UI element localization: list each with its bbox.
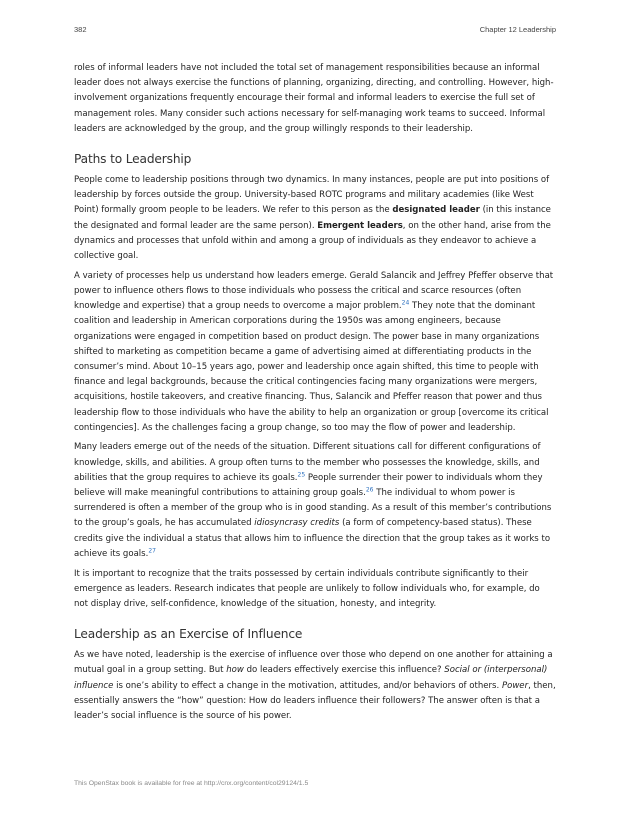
term-designated-leader: designated leader <box>392 205 480 216</box>
page-number: 382 <box>74 25 87 34</box>
text-run: They note that the dominant coalition and leadership in American corporations during the 1950s was among engineers, because organizations were engaged in competition based on product design. The power base in many organizations shifted to marketing as competition became a game of advertising aimed at differentiating products in the consumer’s mind. About 10–15 years ago, power and leadership once again shifted, this time to people with finance and legal backgrounds, because the critical contingencies facing many organizations were mergers, acquisitions, hostile takeovers, and creative financing. Thus, Salancik and Pfeffer reason that power and thus leadership flow to those individuals who have the ability to help an organization or group [overcome its critical contingencies]. As the challenges facing a group change, so too may the flow of power and leadership. <box>74 301 549 433</box>
paragraph-designated-emergent <box>74 173 556 264</box>
text-run: , then, essentially answers the “how” question: How do leaders influence their followers? The answer often is that a leader’s social influence is the source of his power. <box>74 680 556 722</box>
section-heading-paths-to-leadership: Paths to Leadership <box>74 152 192 167</box>
text-run: , on the other hand, arise from the dynamics and processes that unfold within and among a group of individuals as they endeavor to achieve a collective goal. <box>74 220 551 262</box>
paragraph-social-influence <box>74 648 556 724</box>
text-run: People surrender their power to individuals whom they believe will make meaningful contributions to attaining group goals. <box>74 472 543 499</box>
emphasis-how: how <box>226 665 244 676</box>
paragraph-salancik-pfeffer <box>74 269 556 436</box>
term-idiosyncrasy-credits: idiosyncrasy credits <box>254 518 340 529</box>
text-run: is one’s ability to effect a change in the motivation, attitudes, and/or behaviors of others. <box>113 680 502 691</box>
footnote-ref-26[interactable]: 26 <box>365 486 374 494</box>
chapter-title: Chapter 12 Leadership <box>479 25 556 34</box>
paragraph-leader-traits: It is important to recognize that the traits possessed by certain individuals contribute significantly to their emergence as leaders. Research indicates that people are unlikely to follow individuals who, for example, do not display drive, self-confidence, knowledge of the situation, honesty, and integrity. <box>74 568 540 609</box>
text-run: A variety of processes help us understand how leaders emerge. Gerald Salancik and Jeffrey Pfeffer observe that power to influence others flows to those individuals who possess the critical and scarce resources (often knowledge and expertise) that a group needs to overcome a major problem. <box>74 270 554 312</box>
intro-paragraph: roles of informal leaders have not included the total set of management responsibilities because an informal leader does not always exercise the functions of planning, organizing, directing, and controlling. However, high-involvement organizations frequently encourage their formal and informal leaders to exercise the full set of management roles. Many consider such actions necessary for self-managing work teams to succeed. Informal leaders are acknowledged by the group, and the group willingly responds to their leadership. <box>74 63 554 134</box>
term-social-influence: Social or (interpersonal) influence <box>74 665 548 691</box>
text-run: (a form of competency-based status). These credits give the individual a status that allows him to influence the direction that the group takes as it works to achieve its goals. <box>74 518 551 559</box>
term-emergent-leaders: Emergent leaders <box>317 220 403 231</box>
term-power: Power <box>501 680 529 691</box>
footnote-ref-24[interactable]: 24 <box>401 299 410 307</box>
text-run: (in this instance the designated and formal leader are the same person). <box>74 205 551 231</box>
page-footer[interactable]: This OpenStax book is available for free at http://cnx.org/content/col29124/1.5 <box>74 780 309 787</box>
text-run: As we have noted, leadership is the exercise of influence over those who depend on one another for attaining a mutual goal in a group setting. But <box>74 650 553 676</box>
running-header <box>74 25 556 37</box>
text-run: do leaders effectively exercise this influence? <box>243 665 445 676</box>
paragraph-situational-leaders <box>74 440 556 562</box>
section-heading-exercise-of-influence: Leadership as an Exercise of Influence <box>74 627 303 642</box>
text-run: People come to leadership positions through two dynamics. In many instances, people are put into positions of leadership by forces outside the group. University-based ROTC programs and military academies (like West Point) formally groom people to be leaders. We refer to this person as the <box>74 175 550 216</box>
text-run: The individual to whom power is surrendered is often a member of the group who is in good standing. As a result of this member’s contributions to the group’s goals, he has accumulated <box>74 488 552 529</box>
page-content <box>74 61 556 729</box>
footnote-ref-25[interactable]: 25 <box>297 471 306 479</box>
footnote-ref-27[interactable]: 27 <box>148 547 156 555</box>
text-run: Many leaders emerge out of the needs of the situation. Different situations call for different configurations of knowledge, skills, and abilities. A group often turns to the member who possesses the knowledge, skills, and abilities that the group requires to achieve its goals. <box>74 442 541 483</box>
